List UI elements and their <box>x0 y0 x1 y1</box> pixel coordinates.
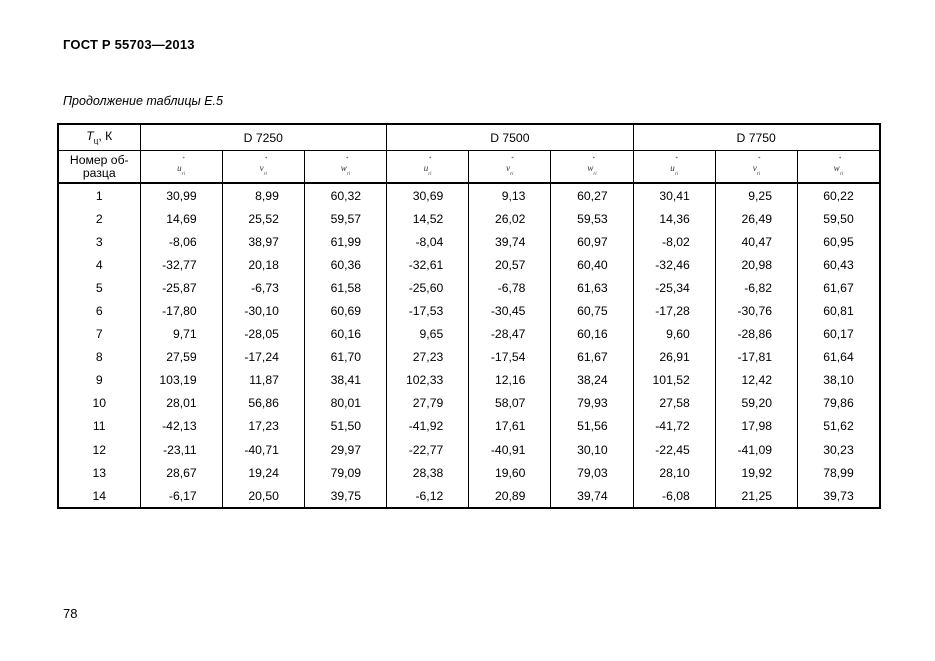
value-cell: -32,77 <box>140 253 222 276</box>
value-cell: 61,63 <box>551 276 633 299</box>
value-cell: -17,53 <box>387 299 469 322</box>
variable-subscript: ri <box>674 171 679 177</box>
value-cell: 60,43 <box>798 253 880 276</box>
value-cell: 20,18 <box>222 253 304 276</box>
variable-letter: v <box>506 162 511 173</box>
table-body <box>58 183 880 508</box>
value-cell: 61,70 <box>304 346 386 369</box>
table-row <box>58 346 880 369</box>
value-cell: 17,61 <box>469 415 551 438</box>
value-cell: 9,13 <box>469 183 551 207</box>
sample-number-cell: 1 <box>58 183 140 207</box>
variable-symbol <box>340 156 351 177</box>
value-cell: 79,86 <box>798 392 880 415</box>
sample-number-cell: 6 <box>58 299 140 322</box>
variable-letter: u <box>423 162 429 173</box>
table-row <box>58 299 880 322</box>
sample-number-cell: 12 <box>58 438 140 461</box>
value-cell: 27,79 <box>387 392 469 415</box>
variable-superscript: * <box>345 156 349 162</box>
variable-superscript: * <box>592 156 595 162</box>
variable-symbol <box>506 156 514 177</box>
value-cell: 9,25 <box>715 183 797 207</box>
value-cell: -30,76 <box>715 299 797 322</box>
value-cell: 60,32 <box>304 183 386 207</box>
value-cell: -25,34 <box>633 276 715 299</box>
value-cell: 58,07 <box>469 392 551 415</box>
subcolumn-header <box>715 151 797 184</box>
value-cell: 19,24 <box>222 461 304 484</box>
group-header: D 7750 <box>633 124 880 151</box>
value-cell: -17,54 <box>469 346 551 369</box>
value-cell: 56,86 <box>222 392 304 415</box>
value-cell: 60,16 <box>304 323 386 346</box>
value-cell: 29,97 <box>304 438 386 461</box>
value-cell: 12,16 <box>469 369 551 392</box>
variable-symbol <box>752 156 761 177</box>
value-cell: 38,24 <box>551 369 633 392</box>
sample-number-cell: 5 <box>58 276 140 299</box>
value-cell: 17,98 <box>715 415 797 438</box>
variable-symbol <box>259 156 268 177</box>
value-cell: -22,45 <box>633 438 715 461</box>
subcolumn-header <box>469 151 551 184</box>
value-cell: -28,05 <box>222 323 304 346</box>
value-cell: 30,69 <box>387 183 469 207</box>
variable-subscript: ri <box>839 171 844 177</box>
value-cell: -23,11 <box>140 438 222 461</box>
variable-superscript: * <box>182 156 185 162</box>
value-cell: -30,45 <box>469 299 551 322</box>
value-cell: 9,60 <box>633 323 715 346</box>
group-header-row <box>58 124 880 151</box>
sample-number-cell: 10 <box>58 392 140 415</box>
value-cell: 39,75 <box>304 484 386 508</box>
sample-number-cell: 13 <box>58 461 140 484</box>
sample-number-cell: 11 <box>58 415 140 438</box>
value-cell: 61,58 <box>304 276 386 299</box>
value-cell: 20,98 <box>715 253 797 276</box>
sample-number-cell: 8 <box>58 346 140 369</box>
value-cell: -8,04 <box>387 230 469 253</box>
subcolumn-header <box>222 151 304 184</box>
table-row <box>58 415 880 438</box>
variable-superscript: * <box>264 156 268 162</box>
table-row <box>58 276 880 299</box>
temperature-symbol: T <box>86 129 94 144</box>
value-cell: 11,87 <box>222 369 304 392</box>
value-cell: 20,57 <box>469 253 551 276</box>
variable-subscript: ri <box>756 171 761 177</box>
value-cell: -6,17 <box>140 484 222 508</box>
table-row <box>58 461 880 484</box>
value-cell: 59,57 <box>304 207 386 230</box>
value-cell: 30,41 <box>633 183 715 207</box>
value-cell: -17,81 <box>715 346 797 369</box>
value-cell: -6,78 <box>469 276 551 299</box>
value-cell: -30,10 <box>222 299 304 322</box>
document-header: ГОСТ Р 55703—2013 <box>63 37 195 52</box>
value-cell: 61,99 <box>304 230 386 253</box>
value-cell: 60,95 <box>798 230 880 253</box>
value-cell: 60,36 <box>304 253 386 276</box>
value-cell: 27,58 <box>633 392 715 415</box>
value-cell: 38,41 <box>304 369 386 392</box>
value-cell: -40,91 <box>469 438 551 461</box>
data-table <box>57 123 881 509</box>
value-cell: -17,24 <box>222 346 304 369</box>
variable-symbol <box>833 156 844 177</box>
variable-subscript: ri <box>428 171 432 177</box>
value-cell: 39,74 <box>551 484 633 508</box>
value-cell: 102,33 <box>387 369 469 392</box>
variable-subscript: ri <box>346 171 351 177</box>
value-cell: -32,61 <box>387 253 469 276</box>
value-cell: 28,38 <box>387 461 469 484</box>
value-cell: -32,46 <box>633 253 715 276</box>
value-cell: 59,50 <box>798 207 880 230</box>
value-cell: 21,25 <box>715 484 797 508</box>
value-cell: -22,77 <box>387 438 469 461</box>
value-cell: 78,99 <box>798 461 880 484</box>
variable-subscript: ri <box>593 171 597 177</box>
value-cell: 40,47 <box>715 230 797 253</box>
value-cell: 61,67 <box>798 276 880 299</box>
table-row <box>58 438 880 461</box>
value-cell: 80,01 <box>304 392 386 415</box>
variable-subscript: ri <box>510 171 514 177</box>
value-cell: -25,60 <box>387 276 469 299</box>
variable-letter: w <box>587 162 594 173</box>
sample-number-header: Номер об-разца <box>58 151 140 184</box>
value-cell: 9,71 <box>140 323 222 346</box>
variable-letter: v <box>259 162 264 173</box>
value-cell: 30,23 <box>798 438 880 461</box>
value-cell: 28,67 <box>140 461 222 484</box>
value-cell: 12,42 <box>715 369 797 392</box>
sample-number-cell: 2 <box>58 207 140 230</box>
value-cell: 9,65 <box>387 323 469 346</box>
value-cell: 26,49 <box>715 207 797 230</box>
value-cell: 14,36 <box>633 207 715 230</box>
variable-superscript: * <box>757 156 761 162</box>
value-cell: 51,56 <box>551 415 633 438</box>
subcolumn-header <box>633 151 715 184</box>
value-cell: 30,99 <box>140 183 222 207</box>
value-cell: 79,09 <box>304 461 386 484</box>
value-cell: 17,23 <box>222 415 304 438</box>
value-cell: 60,22 <box>798 183 880 207</box>
value-cell: 60,81 <box>798 299 880 322</box>
value-cell: 14,52 <box>387 207 469 230</box>
variable-letter: w <box>340 162 347 173</box>
subcolumn-header <box>387 151 469 184</box>
subcolumn-header <box>140 151 222 184</box>
table-row <box>58 230 880 253</box>
sample-number-cell: 4 <box>58 253 140 276</box>
value-cell: -6,12 <box>387 484 469 508</box>
value-cell: -6,73 <box>222 276 304 299</box>
variable-superscript: * <box>675 156 678 162</box>
value-cell: -28,47 <box>469 323 551 346</box>
subcolumn-header <box>798 151 880 184</box>
variable-superscript: * <box>511 156 514 162</box>
value-cell: 8,99 <box>222 183 304 207</box>
value-cell: 27,59 <box>140 346 222 369</box>
variable-letter: w <box>833 162 840 173</box>
value-cell: 61,67 <box>551 346 633 369</box>
value-cell: 25,52 <box>222 207 304 230</box>
group-header: D 7500 <box>387 124 634 151</box>
value-cell: -8,06 <box>140 230 222 253</box>
variable-letter: u <box>670 162 675 173</box>
value-cell: 38,10 <box>798 369 880 392</box>
value-cell: -40,71 <box>222 438 304 461</box>
table-row <box>58 207 880 230</box>
value-cell: 28,01 <box>140 392 222 415</box>
value-cell: 14,69 <box>140 207 222 230</box>
value-cell: -41,72 <box>633 415 715 438</box>
sample-number-cell: 14 <box>58 484 140 508</box>
value-cell: 60,40 <box>551 253 633 276</box>
value-cell: -41,92 <box>387 415 469 438</box>
value-cell: 39,73 <box>798 484 880 508</box>
table-row <box>58 253 880 276</box>
value-cell: 79,93 <box>551 392 633 415</box>
variable-subscript: ri <box>263 171 267 177</box>
value-cell: -41,09 <box>715 438 797 461</box>
sample-number-cell: 3 <box>58 230 140 253</box>
value-cell: 27,23 <box>387 346 469 369</box>
value-cell: 20,89 <box>469 484 551 508</box>
value-cell: -25,87 <box>140 276 222 299</box>
subcolumn-header <box>304 151 386 184</box>
page-number: 78 <box>63 606 78 621</box>
value-cell: 30,10 <box>551 438 633 461</box>
variable-superscript: * <box>838 156 842 162</box>
variable-letter: v <box>752 162 757 173</box>
temperature-subscript: ц <box>93 136 99 146</box>
value-cell: -8,02 <box>633 230 715 253</box>
value-cell: -42,13 <box>140 415 222 438</box>
value-cell: 79,03 <box>551 461 633 484</box>
value-cell: 60,97 <box>551 230 633 253</box>
table-row <box>58 323 880 346</box>
value-cell: -6,82 <box>715 276 797 299</box>
value-cell: 60,16 <box>551 323 633 346</box>
table-row <box>58 183 880 207</box>
value-cell: 20,50 <box>222 484 304 508</box>
value-cell: 19,60 <box>469 461 551 484</box>
variable-symbol <box>587 156 597 177</box>
value-cell: 51,62 <box>798 415 880 438</box>
value-cell: 101,52 <box>633 369 715 392</box>
value-cell: 59,53 <box>551 207 633 230</box>
variable-superscript: * <box>428 156 432 162</box>
variable-symbol <box>670 156 679 177</box>
variable-subscript: ri <box>181 171 186 177</box>
value-cell: 60,75 <box>551 299 633 322</box>
value-cell: 26,02 <box>469 207 551 230</box>
table-row <box>58 484 880 508</box>
variable-symbol <box>423 156 432 177</box>
temperature-header <box>58 124 140 151</box>
value-cell: -17,80 <box>140 299 222 322</box>
value-cell: 28,10 <box>633 461 715 484</box>
value-cell: 19,92 <box>715 461 797 484</box>
subcolumn-header <box>551 151 633 184</box>
temperature-unit: , К <box>98 129 113 144</box>
value-cell: 60,27 <box>551 183 633 207</box>
value-cell: 60,17 <box>798 323 880 346</box>
value-cell: 51,50 <box>304 415 386 438</box>
table-caption: Продолжение таблицы Е.5 <box>63 94 223 108</box>
sample-number-cell: 9 <box>58 369 140 392</box>
subcolumn-header-row <box>58 151 880 184</box>
value-cell: 61,64 <box>798 346 880 369</box>
value-cell: 103,19 <box>140 369 222 392</box>
value-cell: 59,20 <box>715 392 797 415</box>
group-header: D 7250 <box>140 124 387 151</box>
value-cell: -17,28 <box>633 299 715 322</box>
value-cell: -6,08 <box>633 484 715 508</box>
value-cell: 60,69 <box>304 299 386 322</box>
variable-symbol <box>177 156 186 177</box>
value-cell: 26,91 <box>633 346 715 369</box>
table-row <box>58 369 880 392</box>
value-cell: -28,86 <box>715 323 797 346</box>
variable-letter: u <box>177 162 182 173</box>
value-cell: 39,74 <box>469 230 551 253</box>
sample-number-cell: 7 <box>58 323 140 346</box>
table-row <box>58 392 880 415</box>
value-cell: 38,97 <box>222 230 304 253</box>
